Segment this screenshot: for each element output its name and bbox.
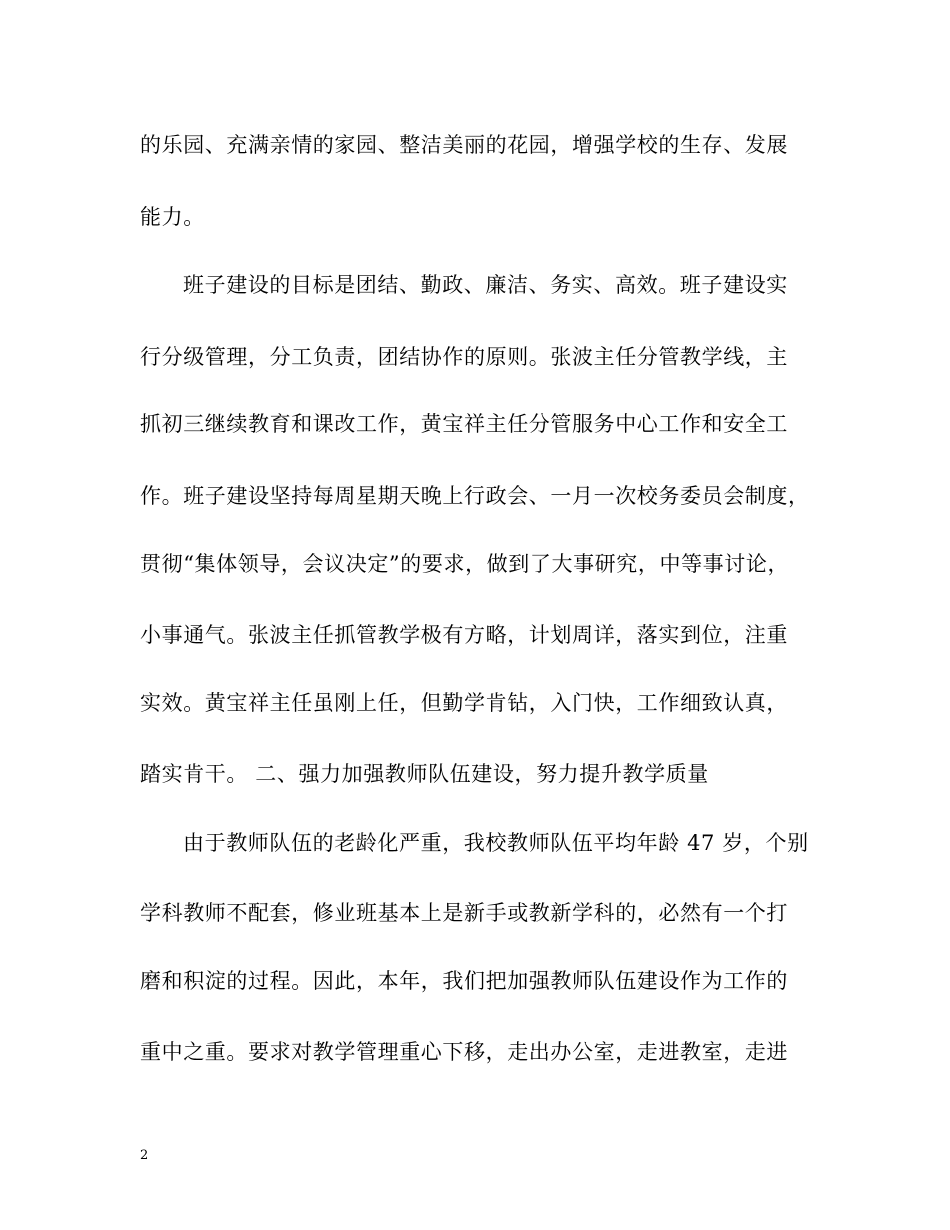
page-number: 2 <box>140 1148 149 1163</box>
body-text-line: 行分级管理，分工负责，团结协作的原则。张波主任分管教学线，主 <box>140 345 788 369</box>
body-text-line: 实效。黄宝祥主任虽刚上任，但勤学肯钻，入门快，工作细致认真， <box>140 691 788 715</box>
body-text-line: 班子建设的目标是团结、勤政、廉洁、务实、高效。班子建设实 <box>183 273 788 297</box>
body-text-line: 小事通气。张波主任抓管教学极有方略，计划周详，落实到位，注重 <box>140 623 788 647</box>
body-text-line: 的乐园、充满亲情的家园、整洁美丽的花园，增强学校的生存、发展 <box>140 133 788 157</box>
body-text-line: 学科教师不配套，修业班基本上是新手或教新学科的，必然有一个打 <box>140 901 788 925</box>
body-text-line: 磨和积淀的过程。因此，本年，我们把加强教师队伍建设作为工作的 <box>140 969 788 993</box>
body-text-line: 重中之重。要求对教学管理重心下移，走出办公室，走进教室，走进 <box>140 1040 788 1064</box>
body-text-line: 踏实肯干。 二、强力加强教师队伍建设，努力提升教学质量 <box>140 762 709 786</box>
body-text-line: 抓初三继续教育和课改工作，黄宝祥主任分管服务中心工作和安全工 <box>140 412 788 436</box>
body-text-line: 能力。 <box>140 205 205 229</box>
body-text-line: 由于教师队伍的老龄化严重，我校教师队伍平均年龄 47 岁，个别 <box>183 831 809 855</box>
body-text-line: 作。班子建设坚持每周星期天晚上行政会、一月一次校务委员会制度， <box>140 484 810 508</box>
body-text-line: 贯彻“集体领导，会议决定”的要求，做到了大事研究，中等事讨论， <box>140 552 790 576</box>
